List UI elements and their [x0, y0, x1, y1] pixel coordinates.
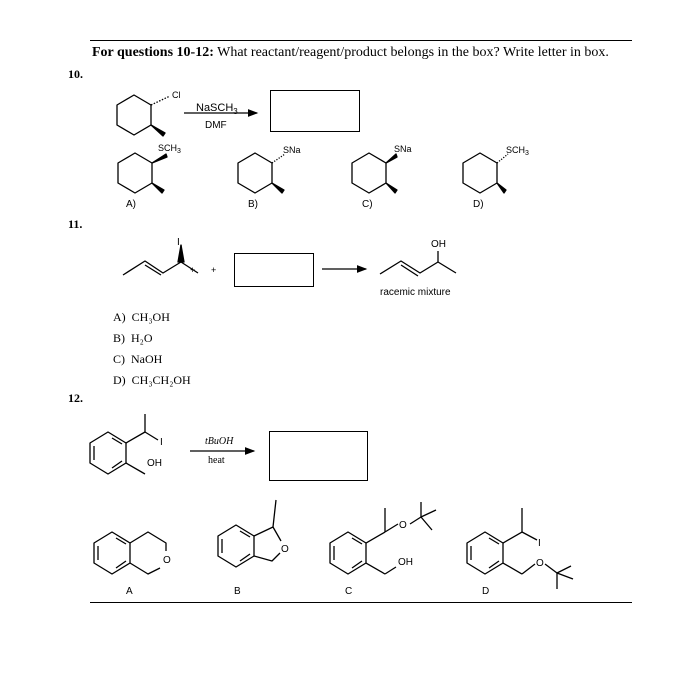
q12-choice-c-oh: OH	[398, 557, 413, 568]
q10-choice-d-group: $SCH_3$	[506, 145, 529, 157]
q10-choice-a-structure	[118, 153, 167, 193]
header-bold-label: For questions 10-12:	[92, 45, 214, 60]
q12-reagent-bottom: heat	[208, 455, 225, 466]
q12-choice-b-structure	[218, 500, 281, 567]
q11-plus-sign: +	[190, 265, 196, 275]
q11-option-d: D) CH₃CH₂OH	[113, 373, 191, 387]
q12-reagent-top: tBuOH	[205, 436, 234, 447]
question-11-number: 11.	[68, 217, 83, 231]
q12-reactant-oh: OH	[147, 458, 162, 469]
q12-choice-d-structure	[467, 508, 573, 589]
q10-choice-b-structure	[238, 153, 285, 193]
q10-choice-a-letter: A)	[126, 199, 136, 210]
q11-option-a: A) CH₃OH	[113, 310, 170, 324]
q10-reagent-bottom: DMF	[205, 120, 227, 131]
header-text: What reactant/reagent/product belongs in the box? Write letter in box.	[213, 45, 609, 60]
q11-reactant-structure	[123, 245, 198, 275]
q12-choice-d-letter: D	[482, 586, 490, 597]
q11-plus-label: +	[211, 265, 217, 275]
q10-choice-c-group: SNa	[394, 144, 412, 154]
q10-choice-c-structure	[352, 153, 397, 193]
q12-choice-a-letter: A	[126, 586, 133, 597]
q11-option-c: C) NaOH	[113, 352, 163, 366]
q11-product-caption: racemic mixture	[380, 287, 451, 298]
q12-choice-b-letter: B	[234, 586, 241, 597]
q12-choice-a-o: O	[163, 555, 171, 566]
q10-cl-label: Cl	[172, 90, 181, 100]
q12-reactant-i: I	[160, 437, 163, 448]
q10-choice-b-group: SNa	[283, 145, 301, 155]
q12-choice-d-i: I	[538, 538, 541, 549]
q11-option-b: B) H₂O	[113, 331, 153, 345]
q10-choice-d-letter: D)	[473, 199, 484, 210]
q11-iodo-label: I	[177, 237, 180, 248]
q11-product-structure	[380, 251, 456, 276]
q12-choice-a-structure	[94, 532, 166, 574]
q10-choice-b-letter: B)	[248, 199, 258, 210]
q12-choice-c-structure	[330, 502, 436, 574]
question-12-number: 12.	[68, 391, 83, 405]
q11-product-oh: OH	[431, 239, 446, 250]
q12-choice-c-o: O	[399, 520, 407, 531]
q10-reactant-structure	[117, 95, 170, 136]
q12-choice-b-o: O	[281, 544, 289, 555]
question-10-number: 10.	[68, 67, 83, 81]
q10-choice-c-letter: C)	[362, 199, 373, 210]
q10-reagent-top: NaSCH$_3$	[196, 102, 238, 116]
q10-choice-a-group: $SCH_3$	[158, 143, 181, 155]
q10-choice-d-structure	[463, 153, 508, 193]
q12-choice-d-o: O	[536, 558, 544, 569]
q12-choice-c-letter: C	[345, 586, 353, 597]
